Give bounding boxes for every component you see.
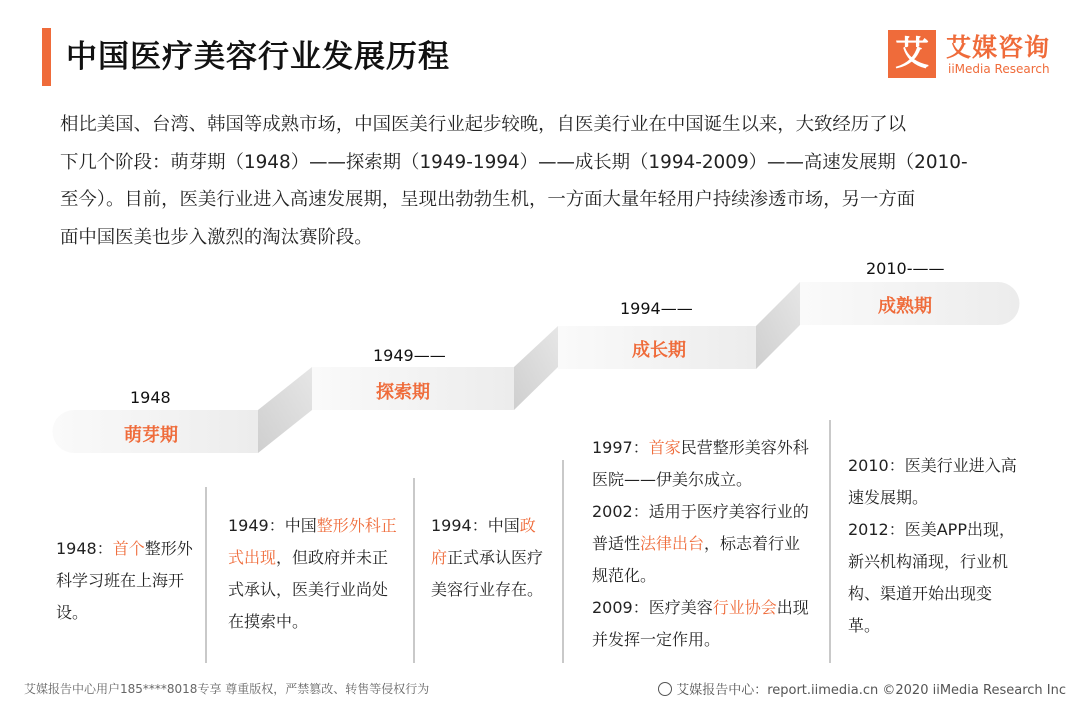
stage-year-1949: 1949——	[373, 346, 446, 365]
event-column-1994	[431, 510, 551, 606]
event-text: 1948：首个整形外科学习班在上海开设。	[56, 539, 193, 622]
stage-label-germination: 萌芽期	[124, 425, 178, 446]
stage-year-1948: 1948	[130, 388, 171, 407]
column-divider	[205, 487, 207, 663]
event-text: 2009：医疗美容行业协会出现并发挥一定作用。	[592, 598, 809, 649]
event-column-1949	[228, 510, 400, 638]
event-text: 2010：医美行业进入高速发展期。	[848, 456, 1017, 507]
riser-2	[514, 326, 558, 410]
column-divider	[413, 478, 415, 663]
riser-1	[258, 367, 312, 453]
event-text: 1949：中国整形外科正式出现，但政府并未正式承认，医美行业尚处在摸索中。	[228, 516, 397, 631]
stage-label-exploration: 探索期	[376, 382, 430, 403]
event-text: 1994：中国政府正式承认医疗美容行业存在。	[431, 516, 544, 599]
riser-3	[756, 282, 800, 369]
event-column-1948	[56, 533, 194, 629]
stage-label-maturity: 成熟期	[878, 296, 932, 317]
logo-mark-icon: 艾	[888, 30, 936, 78]
logo-chinese-name: 艾媒咨询	[946, 33, 1051, 62]
logo-english-name: iiMedia Research	[948, 62, 1050, 76]
globe-icon	[658, 682, 672, 696]
intro-line: 相比美国、台湾、韩国等成熟市场，中国医美行业起步较晚，自医美行业在中国诞生以来，大致经历了以	[60, 114, 906, 135]
event-text: 1997：首家民营整形美容外科医院——伊美尔成立。	[592, 438, 809, 489]
column-divider	[829, 420, 831, 663]
intro-line: 面中国医美也步入激烈的淘汰赛阶段。	[60, 226, 373, 248]
intro-line: 至今）。目前，医美行业进入高速发展期，呈现出勃勃生机，一方面大量年轻用户持续渗透市场，另一方面	[60, 189, 916, 210]
copyright-notice: 艾媒报告中心用户185****8018专享 尊重版权，严禁篡改、转售等侵权行为	[24, 682, 430, 696]
stage-year-2010: 2010-——	[866, 259, 945, 278]
column-divider	[562, 460, 564, 663]
event-text: 2002：适用于医疗美容行业的普适性法律出台，标志着行业规范化。	[592, 502, 809, 585]
source-footer: 艾媒报告中心：report.iimedia.cn ©2020 iiMedia Research Inc	[658, 679, 1066, 698]
event-column-1997-2009	[592, 432, 814, 656]
stage-label-growth: 成长期	[632, 340, 686, 361]
event-column-2010-2012	[848, 450, 1018, 642]
intro-line: 下几个阶段：萌芽期（1948）——探索期（1949-1994）——成长期（1994-2009）——高速发展期（2010-	[60, 151, 968, 173]
event-text: 2012：医美APP出现，新兴机构涌现，行业机构、渠道开始出现变革。	[848, 520, 1015, 635]
page-title: 中国医疗美容行业发展历程	[66, 39, 450, 75]
stage-year-1994: 1994——	[620, 299, 693, 318]
